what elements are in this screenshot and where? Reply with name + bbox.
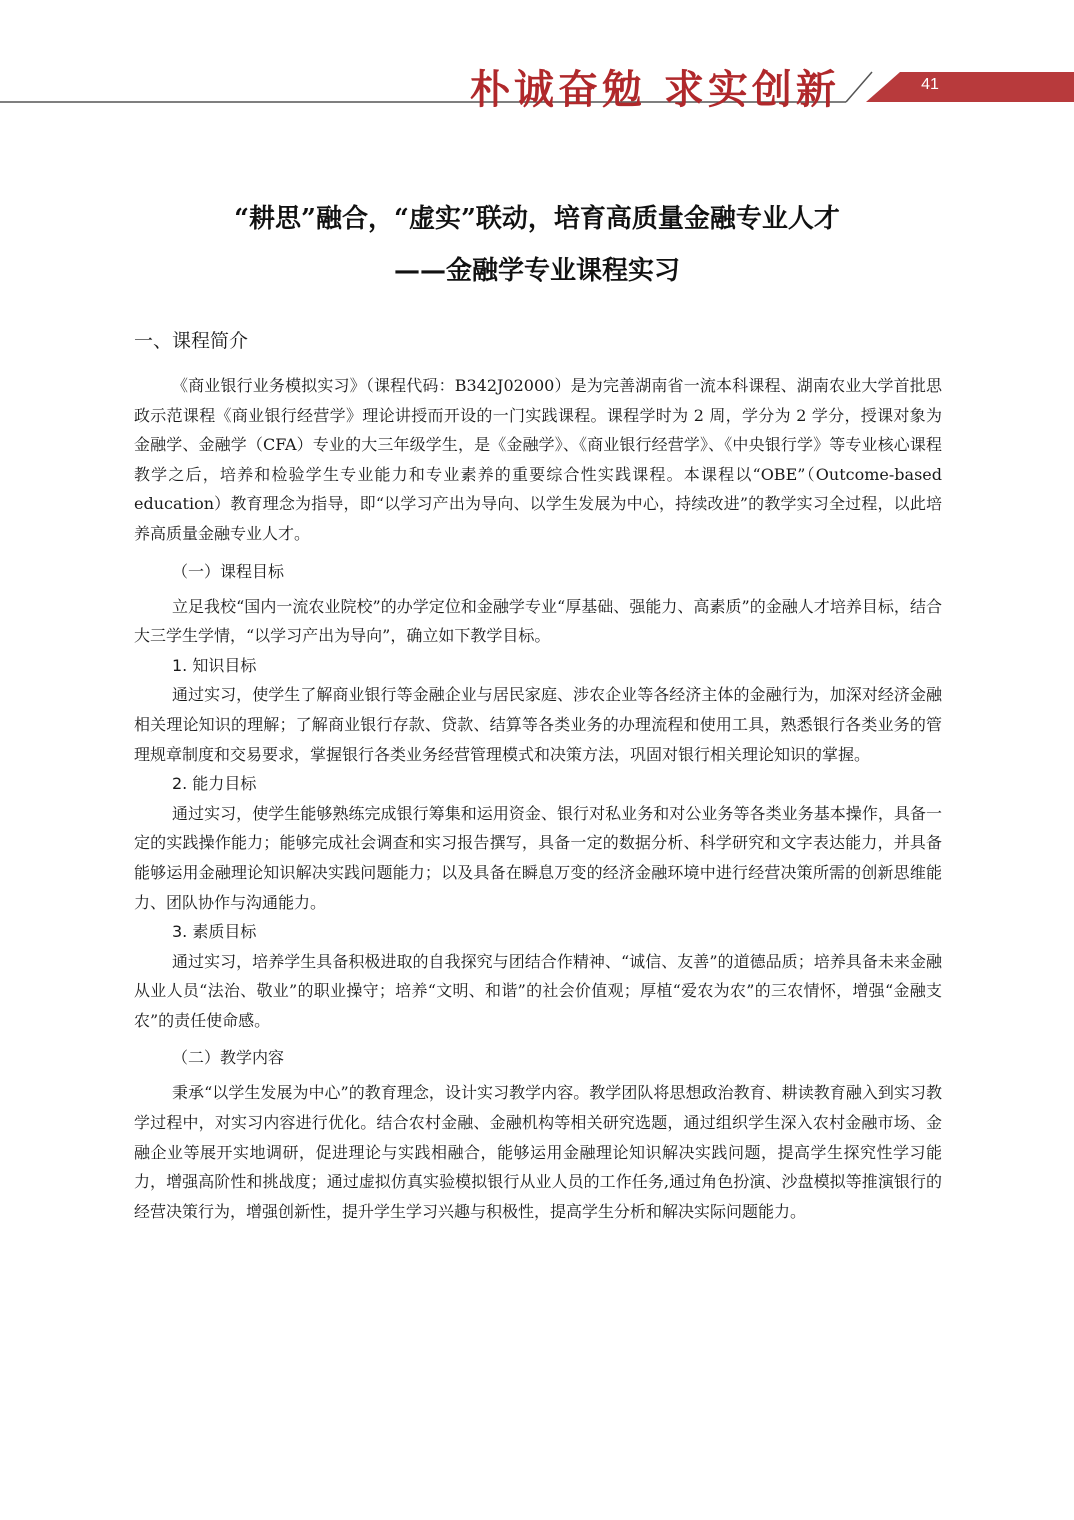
title-line-1: “耕思”融合，“虚实”联动，培育高质量金融专业人才 — [234, 204, 840, 234]
subheading-course-goals: （一）课程目标 — [172, 561, 285, 581]
header-motto: 朴诚奋勉 求实创新 — [470, 66, 840, 113]
article-body — [134, 320, 942, 1232]
paragraph-course-intro: 《商业银行业务模拟实习》（课程代码：B342J02000）是为完善湖南省一流本科课程、湖南农业大学首批思政示范课程《商业银行经营学》理论讲授而开设的一门实践课程。课程学时为 2 周，学分为 2 学分，授课对象为金融学、金融学（CFA）专业的大三年级学生，是《金融学》、《商业银行经营学》、《中央银行学》等专业核心课程教学之后，培养和检验学生专业能力和专业素养的重要综合性实践课程。本课程以“OBE”（Outcome-based education）教育理念为指导，即“以学习产出为导向、以学生发展为中心，持续改进”的教学实习全过程，以此培养高质量金融专业人才。 — [134, 376, 942, 543]
page-number: 41 — [921, 76, 939, 93]
page-header — [0, 0, 1074, 113]
paragraph-knowledge-goal: 通过实习，使学生了解商业银行等金融企业与居民家庭、涉农企业等各经济主体的金融行为，加深对经济金融相关理论知识的理解；了解商业银行存款、贷款、结算等各类业务的办理流程和使用工具，熟悉银行各类业务的管理规章制度和交易要求，掌握银行各类业务经营管理模式和决策方法，巩固对银行相关理论知识的掌握。 — [134, 685, 942, 764]
paragraph-quality-goal: 通过实习，培养学生具备积极进取的自我探究与团结合作精神、“诚信、友善”的道德品质；培养具备未来金融从业人员“法治、敬业”的职业操守；培养“文明、和谐”的社会价值观；厚植“爱农为农”的三农情怀，增强“金融支农”的责任使命感。 — [134, 951, 942, 1030]
article-title — [60, 193, 1014, 297]
subheading-teaching-content: （二）教学内容 — [172, 1048, 285, 1068]
title-line-2: ——金融学专业课程实习 — [393, 256, 680, 286]
paragraph-course-goals: 立足我校“国内一流农业院校”的办学定位和金融学专业“厚基础、强能力、高素质”的金融人才培养目标，结合大三学生学情，“以学习产出为导向”，确立如下教学目标。 — [134, 596, 942, 646]
goal-knowledge-label: 1. 知识目标 — [172, 655, 257, 675]
goal-quality-label: 3. 素质目标 — [172, 922, 257, 942]
goal-ability-label: 2. 能力目标 — [172, 774, 257, 794]
paragraph-ability-goal: 通过实习，使学生能够熟练完成银行筹集和运用资金、银行对私业务和对公业务等各类业务基本操作，具备一定的实践操作能力；能够完成社会调查和实习报告撰写，具备一定的数据分析、科学研究和文字表达能力，并具备能够运用金融理论知识解决实践问题能力；以及具备在瞬息万变的经济金融环境中进行经营决策所需的创新思维能力、团队协作与沟通能力。 — [134, 803, 942, 912]
section-heading-course-intro: 一、课程简介 — [134, 330, 249, 352]
paragraph-teaching-content: 秉承“以学生发展为中心”的教育理念，设计实习教学内容。教学团队将思想政治教育、耕读教育融入到实习教学过程中，对实习内容进行优化。结合农村金融、金融机构等相关研究选题，通过组织学生深入农村金融市场、金融企业等展开实地调研，促进理论与实践相融合，能够运用金融理论知识解决实践问题，提高学生探究性学习能力，增强高阶性和挑战度；通过虚拟仿真实验模拟银行从业人员的工作任务,通过角色扮演、沙盘模拟等推演银行的经营决策行为，增强创新性，提升学生学习兴趣与积极性，提高学生分析和解决实际问题能力。 — [134, 1083, 942, 1221]
